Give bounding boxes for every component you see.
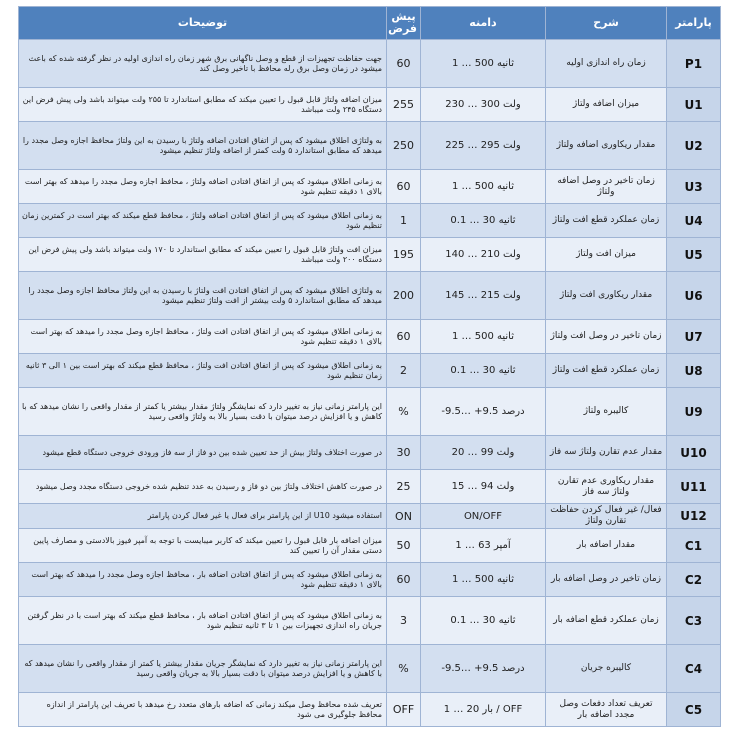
range-cell: ولت 215 … 145 [421, 272, 546, 320]
sharh-cell: مقدار ریکاوری اضافه ولتاژ [546, 122, 667, 170]
header-range: دامنه [421, 7, 546, 40]
sharh-cell: تعریف تعداد دفعات وصل مجدد اضافه بار [546, 693, 667, 727]
header-sharh: شرح [546, 7, 667, 40]
param-cell: U1 [667, 88, 721, 122]
param-cell: U12 [667, 504, 721, 529]
sharh-cell: فعال/ غیر فعال کردن حفاظت تقارن ولتاژ [546, 504, 667, 529]
param-cell: U4 [667, 204, 721, 238]
param-cell: C3 [667, 597, 721, 645]
sharh-cell: مقدار ریکاوری عدم تقارن ولتاژ سه فاز [546, 470, 667, 504]
param-cell: U5 [667, 238, 721, 272]
param-cell: U10 [667, 436, 721, 470]
param-cell: U2 [667, 122, 721, 170]
table-row [19, 563, 721, 597]
table-row [19, 40, 721, 88]
description-cell: به زمانی اطلاق میشود که پس از اتفاق افتادن افت ولتاژ ، محافظ قطع میکند که بهتر است بین ۱ الی ۳ ثانیه زمان تنظیم شود [19, 354, 387, 388]
description-cell: به ولتاژی اطلاق میشود که پس از اتفاق افتادن اضافه ولتاژ با رسیدن به این ولتاژ محافظ اجازه وصل مجدد را میدهد که مطابق استاندارد ۵ ولت کمتر از اضافه ولتاژ تنظیم میشود [19, 122, 387, 170]
sharh-cell: زمان تاخیر در وصل افت ولتاژ [546, 320, 667, 354]
range-cell: ثانیه 500 … 1 [421, 320, 546, 354]
table-row [19, 470, 721, 504]
param-cell: C5 [667, 693, 721, 727]
default-cell: 2 [387, 354, 421, 388]
default-cell: 255 [387, 88, 421, 122]
sharh-cell: مقدار ریکاوری افت ولتاژ [546, 272, 667, 320]
range-cell: ثانیه 30 … 0.1 [421, 204, 546, 238]
description-cell: به زمانی اطلاق میشود که پس از اتفاق افتادن اضافه بار ، محافظ اجازه وصل مجدد را میدهد که بهتر است بالای ۱ دقیقه تنظیم شود [19, 563, 387, 597]
range-cell: ولت 295 … 225 [421, 122, 546, 170]
table-row [19, 320, 721, 354]
param-cell: U6 [667, 272, 721, 320]
range-cell: درصد 9.5+ …9.5- [421, 645, 546, 693]
table-row [19, 88, 721, 122]
description-cell: تعریف شده محافظ وصل میکند زمانی که اضافه بارهای متعدد رخ میدهد با تعریف این پارامتر از اندازه محافظ جلوگیری می شود [19, 693, 387, 727]
param-cell: P1 [667, 40, 721, 88]
parameter-table [18, 6, 721, 727]
description-cell: این پارامتر زمانی نیاز به تغییر دارد که نمایشگر جریان مقدار بیشتر یا کمتر از مقدار واقعی را نشان میدهد که با کاهش و یا افزایش درصد میتوان با دقت بسیار بالا به جریان واقعی رسید [19, 645, 387, 693]
parameter-table-container [18, 6, 720, 727]
param-cell: U8 [667, 354, 721, 388]
sharh-cell: زمان راه اندازی اولیه [546, 40, 667, 88]
range-cell: ON/OFF [421, 504, 546, 529]
description-cell: در صورت کاهش اختلاف ولتاژ بین دو فاز و رسیدن به عدد تنظیم شده خروجی دستگاه مجدد وصل میشود [19, 470, 387, 504]
default-cell: OFF [387, 693, 421, 727]
range-cell: ثانیه 30 … 0.1 [421, 354, 546, 388]
table-row [19, 645, 721, 693]
sharh-cell: زمان تاخیر در وصل اضافه ولتاژ [546, 170, 667, 204]
table-row [19, 204, 721, 238]
sharh-cell: کالیبره جریان [546, 645, 667, 693]
table-row [19, 354, 721, 388]
default-cell: 3 [387, 597, 421, 645]
default-cell: % [387, 388, 421, 436]
param-cell: C1 [667, 529, 721, 563]
range-cell: ثانیه 500 … 1 [421, 40, 546, 88]
default-cell: 50 [387, 529, 421, 563]
table-row [19, 693, 721, 727]
default-cell: 200 [387, 272, 421, 320]
table-row [19, 122, 721, 170]
sharh-cell: میزان اضافه ولتاژ [546, 88, 667, 122]
table-header-row [19, 7, 721, 40]
range-cell: ثانیه 500 … 1 [421, 563, 546, 597]
default-cell: 60 [387, 170, 421, 204]
range-cell: ثانیه 30 … 0.1 [421, 597, 546, 645]
sharh-cell: زمان عملکرد قطع افت ولتاژ [546, 204, 667, 238]
sharh-cell: کالیبره ولتاژ [546, 388, 667, 436]
range-cell: درصد 9.5+ …9.5- [421, 388, 546, 436]
param-cell: U9 [667, 388, 721, 436]
param-cell: U3 [667, 170, 721, 204]
description-cell: به زمانی اطلاق میشود که پس از اتفاق افتادن اضافه ولتاژ ، محافظ اجازه وصل مجدد را میدهد که بهتر است بالای ۱ دقیقه تنظیم شود [19, 170, 387, 204]
table-row [19, 170, 721, 204]
default-cell: 30 [387, 436, 421, 470]
param-cell: C4 [667, 645, 721, 693]
table-row [19, 436, 721, 470]
table-row [19, 504, 721, 529]
range-cell: ولت 99 … 20 [421, 436, 546, 470]
range-cell: ولت 210 … 140 [421, 238, 546, 272]
description-cell: به زمانی اطلاق میشود که پس از اتفاق افتادن اضافه بار ، محافظ قطع میکند که بهتر است با در نظر گرفتن جریان راه اندازی تجهیزات بین ۱ تا ۳ ثانیه تنظیم شود [19, 597, 387, 645]
description-cell: به زمانی اطلاق میشود که پس از اتفاق افتادن اضافه ولتاژ ، محافظ قطع میکند که بهتر است در کمترین زمان تنظیم شود [19, 204, 387, 238]
table-row [19, 388, 721, 436]
description-cell: جهت حفاظت تجهیزات از قطع و وصل ناگهانی برق شهر زمان راه اندازی اولیه در نظر گرفته شده که باعث میشود در زمان وصل برق رله محافظ با تاخیر وصل کند [19, 40, 387, 88]
table-row [19, 272, 721, 320]
description-cell: به ولتاژی اطلاق میشود که پس از اتفاق افتادن افت ولتاژ با رسیدن به این ولتاژ محافظ اجازه وصل مجدد را میدهد که مطابق استاندارد ۵ ولت بیشتر از افت ولتاژ تنظیم میشود [19, 272, 387, 320]
sharh-cell: زمان تاخیر در وصل اضافه بار [546, 563, 667, 597]
header-default: پیش فرض [387, 7, 421, 40]
default-cell: 60 [387, 320, 421, 354]
default-cell: 1 [387, 204, 421, 238]
description-cell: در صورت اختلاف ولتاژ بیش از حد تعیین شده بین دو فاز از سه فاز ورودی خروجی دستگاه قطع میشود [19, 436, 387, 470]
param-cell: C2 [667, 563, 721, 597]
sharh-cell: مقدار عدم تقارن ولتاژ سه فاز [546, 436, 667, 470]
table-row [19, 238, 721, 272]
param-cell: U7 [667, 320, 721, 354]
table-row [19, 529, 721, 563]
header-desc: توضیحات [19, 7, 387, 40]
default-cell: ON [387, 504, 421, 529]
default-cell: 25 [387, 470, 421, 504]
sharh-cell: زمان عملکرد قطع اضافه بار [546, 597, 667, 645]
range-cell: ولت 300 … 230 [421, 88, 546, 122]
range-cell: ثانیه 500 … 1 [421, 170, 546, 204]
default-cell: 60 [387, 563, 421, 597]
range-cell: آمپر 63 … 1 [421, 529, 546, 563]
default-cell: % [387, 645, 421, 693]
sharh-cell: مقدار اضافه بار [546, 529, 667, 563]
range-cell: OFF / بار 20 … 1 [421, 693, 546, 727]
table-body [19, 40, 721, 727]
default-cell: 195 [387, 238, 421, 272]
sharh-cell: میزان افت ولتاژ [546, 238, 667, 272]
sharh-cell: زمان عملکرد قطع افت ولتاژ [546, 354, 667, 388]
description-cell: میزان افت ولتاژ قابل قبول را تعیین میکند که مطابق استاندارد تا ۱۷۰ ولت میتواند باشد ولی پیش فرض این دستگاه ۲۰۰ ولت میباشد [19, 238, 387, 272]
range-cell: ولت 94 … 15 [421, 470, 546, 504]
description-cell: میزان اضافه بار قابل قبول را تعیین میکند که کاربر میبایست با توجه به آمپر فیوز بالادستی و مصارف پایین دستی مقدار آن را تعیین کند [19, 529, 387, 563]
description-cell: به زمانی اطلاق میشود که پس از اتفاق افتادن افت ولتاژ ، محافظ اجازه وصل مجدد را میدهد که بهتر است بالای ۱ دقیقه تنظیم شود [19, 320, 387, 354]
default-cell: 60 [387, 40, 421, 88]
table-row [19, 597, 721, 645]
description-cell: استفاده میشود U10 از این پارامتر برای فعال یا غیر فعال کردن پارامتر [19, 504, 387, 529]
header-param: پارامتر [667, 7, 721, 40]
default-cell: 250 [387, 122, 421, 170]
description-cell: این پارامتر زمانی نیاز به تغییر دارد که نمایشگر ولتاژ مقدار بیشتر یا کمتر از مقدار واقعی را نشان میدهد که با کاهش و یا افزایش درصد میتوان با دقت بسیار بالا به ولتاژ واقعی رسید [19, 388, 387, 436]
description-cell: میزان اضافه ولتاژ قابل قبول را تعیین میکند که مطابق استاندارد تا ۲۵۵ ولت میتواند باشد ولی پیش فرض این دستگاه ۲۴۵ ولت میباشد [19, 88, 387, 122]
param-cell: U11 [667, 470, 721, 504]
